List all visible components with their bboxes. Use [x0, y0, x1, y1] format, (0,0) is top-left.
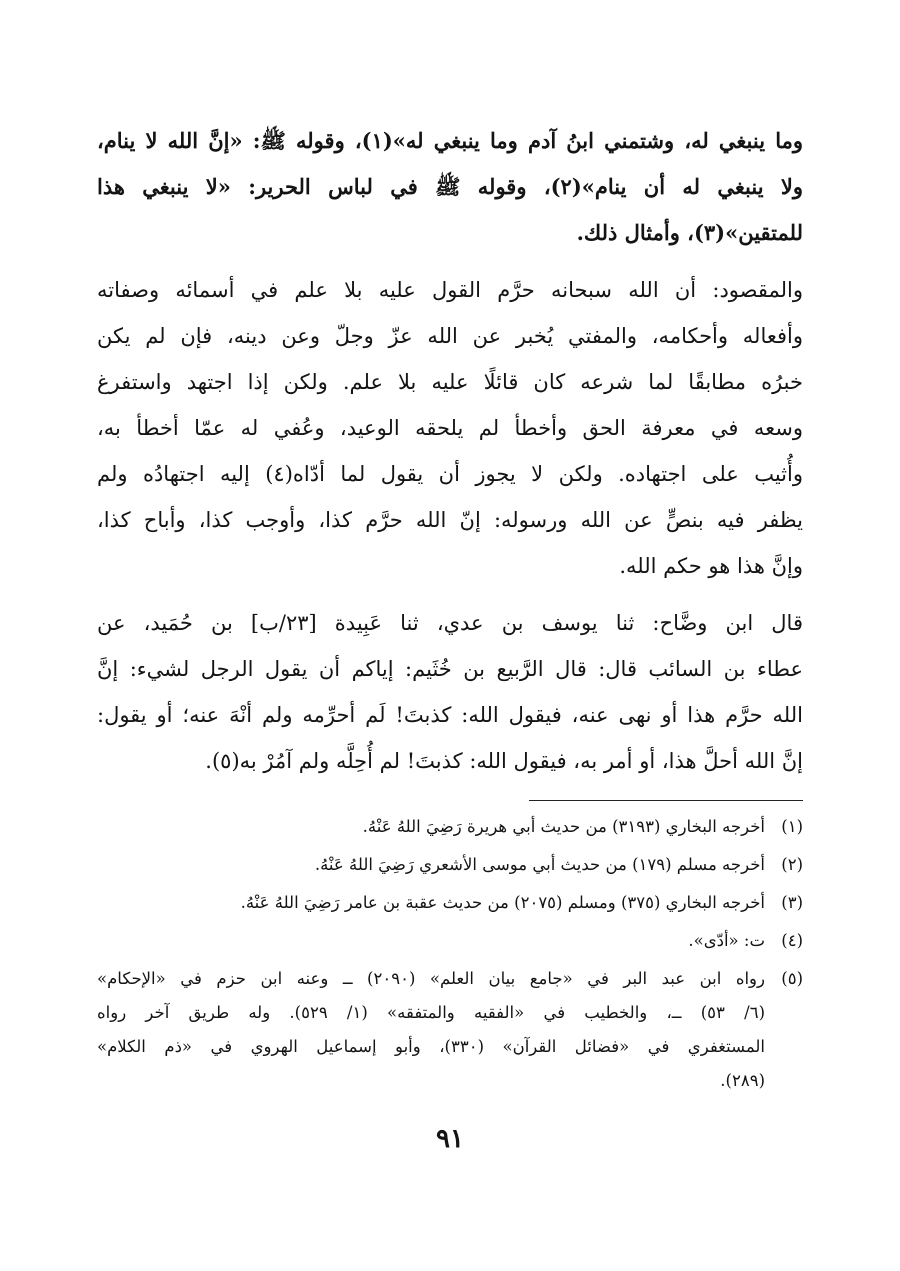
footnote — [97, 848, 803, 882]
text-line: خبرُه مطابقًا لما شرعه كان قائلًا عليه بلا علم. ولكن إذا اجتهد واستفرغ — [97, 370, 803, 394]
paragraph — [97, 267, 803, 589]
text-line: الله حرَّم هذا أو نهى عنه، فيقول الله: كذبتَ! لَم أحرِّمه ولم أنْهَ عنه؛ أو يقول: — [97, 703, 803, 727]
footnote-text: (٢٨٩). — [720, 1071, 765, 1090]
footnote-text: ت: «أدّى». — [688, 931, 765, 950]
text-line: يظفر فيه بنصٍّ عن الله ورسوله: إنّ الله حرَّم كذا، وأوجب كذا، وأباح كذا، — [97, 508, 803, 532]
footnote-text: أخرجه البخاري (٣٧٥) ومسلم (٢٠٧٥) من حديث عقبة بن عامر رَضِيَ اللهُ عَنْهُ. — [240, 893, 765, 912]
text-line: ولا ينبغي له أن ينام»(٢)، وقوله ﷺ في لباس الحرير: «لا ينبغي هذا — [97, 174, 803, 199]
text-line: وما ينبغي له، وشتمني ابنُ آدم وما ينبغي له»(١)، وقوله ﷺ: «إنَّ الله لا ينام، — [97, 128, 803, 153]
footnote-text: أخرجه مسلم (١٧٩) من حديث أبي موسى الأشعري رَضِيَ اللهُ عَنْهُ. — [314, 855, 765, 874]
footnote-text: المستغفري في «فضائل القرآن» (٣٣٠)، وأبو إسماعيل الهروي في «ذم الكلام» — [97, 1037, 765, 1056]
text-line: إنَّ الله أحلَّ هذا، أو أمر به، فيقول الله: كذبتَ! لم أُحِلَّه ولم آمُرْ به(٥). — [205, 749, 803, 773]
text-line: والمقصود: أن الله سبحانه حرَّم القول عليه بلا علم في أسمائه وصفاته — [97, 278, 803, 302]
footnote — [97, 886, 803, 920]
footnote — [97, 962, 803, 1098]
text-line: قال ابن وضَّاح: ثنا يوسف بن عدي، ثنا عَبِيدة [٢٣/ب] بن حُمَيد، عن — [97, 611, 803, 635]
footnote-number: (٣) — [781, 893, 803, 912]
main-text — [97, 118, 803, 784]
footnote-number: (٤) — [781, 931, 803, 950]
text-line: وأفعاله وأحكامه، والمفتي يُخبر عن الله عزّ وجلّ وعن دينه، فإن لم يكن — [97, 324, 803, 348]
footnotes — [97, 810, 803, 1098]
text-line: وأُثيب على اجتهاده. ولكن لا يجوز أن يقول لما أدّاه(٤) إليه اجتهادُه ولم — [97, 462, 803, 486]
footnote — [97, 924, 803, 958]
footnote-text: أخرجه البخاري (٣١٩٣) من حديث أبي هريرة رَضِيَ اللهُ عَنْهُ. — [362, 817, 765, 836]
footnote-number: (٢) — [781, 855, 803, 874]
text-line: وسعه في معرفة الحق وأخطأ لم يلحقه الوعيد، وعُفي له عمّا أخطأ به، — [97, 416, 803, 440]
footnote-text: (٦/ ٥٣) ــ، والخطيب في «الفقيه والمتفقه» (١/ ٥٢٩). وله طريق آخر رواه — [97, 1003, 765, 1022]
text-line: وإنَّ هذا هو حكم الله. — [619, 554, 803, 578]
text-line: للمتقين»(٣)، وأمثال ذلك. — [576, 220, 803, 245]
footnote-divider — [529, 800, 803, 801]
footnote-number: (٥) — [781, 969, 803, 988]
paragraph — [97, 600, 803, 784]
footnote-text: رواه ابن عبد البر في «جامع بيان العلم» (٢٠٩٠) ــ وعنه ابن حزم في «الإحكام» — [97, 969, 765, 988]
text-line: عطاء بن السائب قال: قال الرَّبيع بن خُثَيم: إياكم أن يقول الرجل لشيء: إنَّ — [97, 657, 803, 681]
paragraph — [97, 118, 803, 256]
footnote-number: (١) — [781, 817, 803, 836]
footnote — [97, 810, 803, 844]
page-number: ٩١ — [436, 1124, 464, 1154]
